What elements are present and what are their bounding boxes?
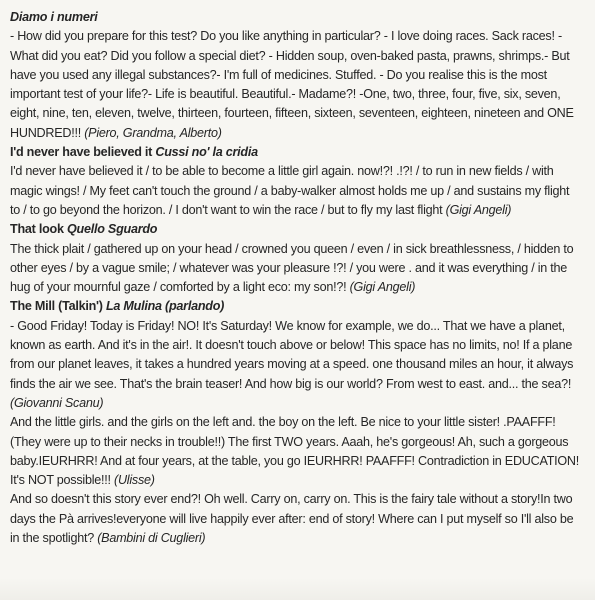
- lyrics-paragraph: [10, 27, 581, 143]
- section-quello-sguardo: [10, 220, 581, 297]
- section-heading: [10, 297, 581, 316]
- lyrics-paragraph: [10, 240, 581, 298]
- lyrics-paragraph: [10, 490, 581, 548]
- performer-credit: (Giovanni Scanu): [10, 395, 104, 410]
- section-heading: [10, 220, 581, 239]
- heading-english: I'd never have believed it: [10, 145, 156, 160]
- lyrics-text: And the little girls. and the girls on the left and. the boy on the left. Be nice to your little sister! .PAAFFF! (They were up to their necks in trouble!!) The first TWO years. Aaah, he's gorgeous! Ah, such a gorgeous baby.IEURHRR! And at four years, at the table, you go IEURHRR! PAAFFF! Contradiction in EDUCATION! It's NOT possible!!!: [10, 415, 580, 488]
- performer-credit: (Gigi Angeli): [349, 280, 416, 295]
- heading-english: The Mill (Talkin'): [10, 299, 106, 314]
- heading-english: That look: [10, 222, 67, 237]
- heading-italian: Cussi no' la cridia: [155, 145, 258, 160]
- lyrics-text: I'd never have believed it / to be able to become a little girl again. now!?! .!?! / to run in new fields / with magic wings! / My feet can't touch the ground / a baby-walker almost holds me up / and sustains my flight to / to go beyond the horizon. / I don't want to win the race / but to fly my last flight: [10, 164, 570, 217]
- lyrics-text: The thick plait / gathered up on your head / crowned you queen / even / in sick breathlessness, / hidden to other eyes / by a vague smile; / whatever was your pleasure !?! / you were . and it was everything / in the hug of your mournful gaze / comforted by a light eco: my son!?!: [10, 241, 574, 295]
- lyrics-paragraph: [10, 162, 581, 220]
- lyrics-paragraph: [10, 317, 581, 413]
- performer-credit: (Gigi Angeli): [445, 202, 512, 217]
- lyrics-text: - How did you prepare for this test? Do you like anything in particular? - I love doing races. Sack races! - What did you eat? Did you follow a special diet? - Hidden soup, oven-baked pasta, prawns, shrimps.- But have you used any illegal substances?- I'm full of medicines. Stuffed. - Do you realise this is the most important test of your life?- Life is beautiful. Beautiful.- Madame?! -One, two, three, four, five, six, seven, eight, nine, ten, eleven, twelve, thirteen, fourteen, fifteen, sixteen, seventeen, eighteen, nineteen and ONE HUNDRED!!!: [10, 29, 574, 140]
- heading-italian: Quello Sguardo: [66, 222, 158, 237]
- lyrics-text: - Good Friday! Today is Friday! NO! It's Saturday! We know for example, we do... That we have a planet, known as earth. And it's in the air!. It doesn't touch above or below! This space has no limits, no! If a plane from our planet leaves, it takes a hundred years moving at a speed. one thousand miles an hour, it always finds the air we see. That's the brain teaser! And how big is our world? From west to east. and... the sea?!: [10, 318, 574, 391]
- heading-italian: La Mulina (parlando): [105, 299, 225, 314]
- lyrics-paragraph: [10, 413, 581, 490]
- section-heading: [10, 143, 581, 162]
- performer-credit: (Piero, Grandma, Alberto): [84, 125, 222, 140]
- section-cussi-no-la-cridia: [10, 143, 581, 220]
- section-diamo-i-numeri: [10, 8, 581, 143]
- heading-italian: Diamo i numeri: [10, 10, 98, 24]
- lyrics-text: And so doesn't this story ever end?! Oh well. Carry on, carry on. This is the fairy tale without a story!In two days the Pà arrives!everyone will live happily ever after: end of story! Where can I put myself so I'll also be in the spotlight?: [10, 492, 574, 546]
- section-heading: [10, 8, 581, 27]
- performer-credit: (Ulisse): [114, 473, 155, 488]
- section-la-mulina: [10, 297, 581, 548]
- performer-credit: (Bambini di Cuglieri): [97, 531, 206, 546]
